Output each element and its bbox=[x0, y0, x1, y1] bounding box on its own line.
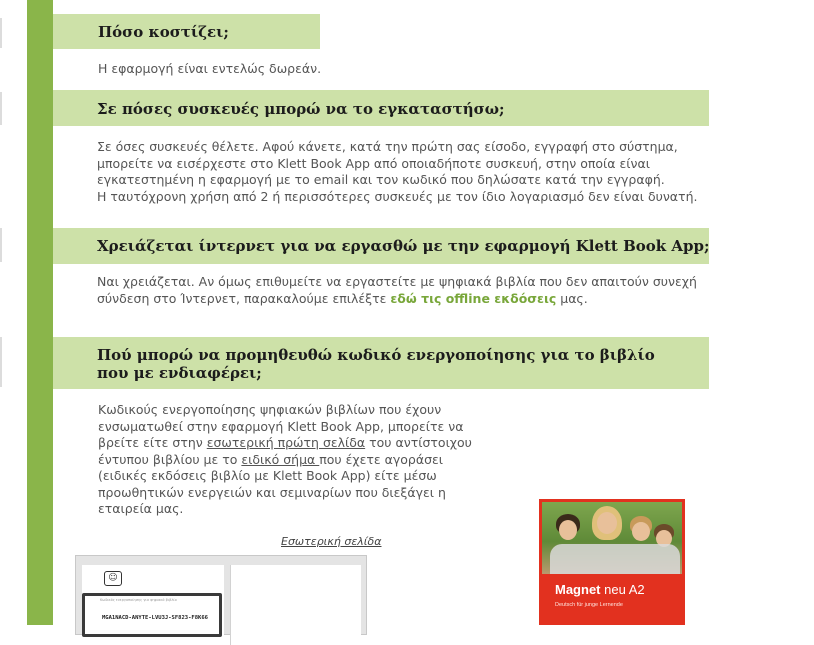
answer-line: Η ταυτόχρονη χρήση από 2 ή περισσότερες συσκευές με τον ίδιο λογαριασμό δεν είναι δυνατή. bbox=[97, 188, 698, 204]
faq-question-devices: Σε πόσες συσκευές μπορώ να το εγκαταστήσω; bbox=[97, 100, 505, 118]
answer-line: προωθητικών ενεργειών και σεμιναρίων που διεξάγει η bbox=[98, 484, 446, 500]
answer-line: (ειδικές εκδόσεις βιβλίο με Klett Book App) είτε μέσω bbox=[98, 468, 437, 483]
preview-right-page bbox=[230, 565, 361, 645]
activation-code-value: MGA1NACD-ANYTE-LVU3J-SF823-F8K66 bbox=[102, 615, 208, 621]
faq-question-cost: Πόσο κοστίζει; bbox=[98, 23, 229, 41]
answer-line: Η εφαρμογή είναι εντελώς δωρεάν. bbox=[98, 61, 322, 76]
question-line: που με ενδιαφέρει; bbox=[97, 364, 262, 382]
question-line: Πού μπορώ να προμηθευθώ κωδικό ενεργοποίησης για το βιβλίο bbox=[97, 346, 655, 364]
edge-divider bbox=[0, 92, 2, 125]
cover-photo bbox=[542, 502, 682, 574]
answer-line: Σε όσες συσκευές θέλετε. Αφού κάνετε, κατά την πρώτη σας είσοδο, εγγραφή στο σύστημα, bbox=[97, 139, 678, 154]
book-title-level: neu A2 bbox=[600, 582, 645, 597]
magnet-neu-a2-book-cover bbox=[539, 499, 685, 625]
faq-answer-activation-code bbox=[98, 402, 472, 518]
answer-line bbox=[98, 452, 472, 469]
edge-divider bbox=[0, 337, 2, 387]
answer-line: εταιρεία μας. bbox=[98, 501, 184, 516]
book-title-main: Magnet bbox=[555, 582, 601, 597]
faq-question-activation-code bbox=[97, 346, 655, 382]
answer-line: Κωδικούς ενεργοποίησης ψηφιακών βιβλίων που έχουν bbox=[98, 402, 442, 417]
answer-line: εγκατεστημένη η εφαρμογή με το email και τον κωδικό που δηλώσατε κατά την εγγραφή. bbox=[97, 172, 665, 187]
answer-text: που έχετε αγοράσει bbox=[319, 451, 443, 467]
inner-page-preview-image bbox=[75, 555, 367, 635]
faq-question-internet: Χρειάζεται ίντερνετ για να εργασθώ με την εφαρμογή Klett Book App; bbox=[97, 237, 710, 255]
answer-line: ενσωματωθεί στην εφαρμογή Klett Book App, μπορείτε να bbox=[98, 418, 464, 434]
edge-divider bbox=[0, 18, 2, 48]
answer-line bbox=[98, 435, 472, 452]
cover-person-face bbox=[559, 520, 577, 540]
answer-text: βρείτε είτε στην bbox=[98, 435, 207, 450]
answer-text: μας. bbox=[556, 290, 588, 306]
special-mark-link[interactable]: ειδικό σήμα bbox=[241, 451, 320, 467]
inner-page-caption-link[interactable]: Εσωτερική σελίδα bbox=[281, 535, 382, 548]
cover-person-face bbox=[597, 512, 617, 534]
answer-text: του αντίστοιχου bbox=[365, 435, 472, 450]
inner-first-page-link[interactable]: εσωτερική πρώτη σελίδα bbox=[206, 435, 366, 450]
faq-answer-internet bbox=[97, 274, 697, 307]
edge-divider bbox=[0, 228, 2, 262]
faq-answer-cost bbox=[98, 61, 321, 78]
cover-person-clothes bbox=[550, 544, 680, 574]
book-subtitle: Deutsch für junge Lernende bbox=[555, 602, 623, 608]
answer-text: έντυπου βιβλίου με το bbox=[98, 451, 242, 467]
answer-line: Ναι χρειάζεται. Αν όμως επιθυμείτε να εργαστείτε με ψηφιακά βιβλία που δεν απαιτούν συνεχή bbox=[97, 274, 697, 289]
answer-line bbox=[97, 291, 697, 308]
answer-text: σύνδεση στο Ίντερνετ, παρακαλούμε επιλέξτε bbox=[97, 290, 391, 306]
activation-code-label: Κωδικός ενεργοποίησης για ψηφιακό βιβλίο bbox=[100, 598, 177, 602]
klett-app-icon: ☺ bbox=[104, 571, 122, 586]
faq-answer-devices bbox=[97, 139, 697, 205]
left-accent-bar bbox=[27, 0, 53, 625]
preview-left-page bbox=[82, 565, 224, 645]
offline-editions-link[interactable]: εδώ τις offline εκδόσεις bbox=[390, 290, 557, 306]
answer-line: μπορείτε να εισέρχεστε στο Klett Book App από οποιαδήποτε συσκευή, στην οποία είναι bbox=[97, 155, 650, 171]
book-title bbox=[555, 582, 645, 597]
cover-person-face bbox=[632, 522, 650, 541]
